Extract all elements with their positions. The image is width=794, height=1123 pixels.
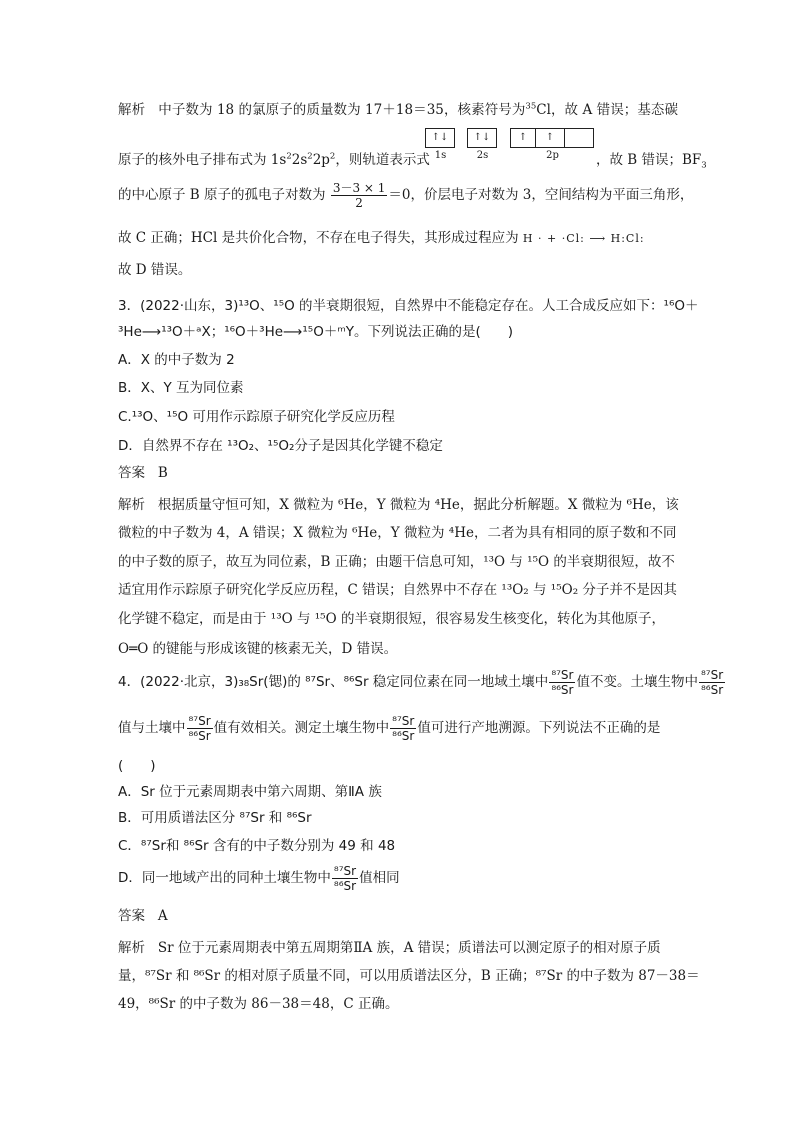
q3-option-c: C.¹³O、¹⁵O 可用作示踪原子研究化学反应历程	[118, 409, 395, 425]
orbital-2p: ↑ ↑ 2p	[511, 128, 594, 162]
explanation-line-1: 解析 中子数为 18 的氯原子的质量数为 17＋18＝35，核素符号为$^{35}$Cl，故 A 错误；基态碳	[118, 101, 678, 118]
sr-ratio-fraction: $\frac{\text{⁸⁷Sr}}{\text{⁸⁶Sr}}$	[551, 667, 574, 697]
q3-stem-line-2: ³He⟶¹³O＋ᵃX；¹⁶O＋³He⟶¹⁵O＋ᵐY。下列说法正确的是( )	[118, 324, 514, 340]
q4-stem-line-1: 4．(2022·北京，3)₃₈Sr(锶)的 ⁸⁷Sr、⁸⁶Sr 稳定同位素在同一地域土壤中 $\frac{\text{⁸⁷Sr}}{\text{⁸⁶Sr}}$ 值不变。土壤生物中 $\frac{\text{⁸⁷Sr}}{\text{⁸⁶Sr}}$	[118, 667, 724, 697]
q3-answer: 答案 B	[118, 465, 168, 481]
q4-explanation-line-1: 解析 Sr 位于元素周期表中第五周期第ⅡA 族，A 错误；质谱法可以测定原子的相对原子质	[118, 940, 661, 956]
q3-explanation-line-5: 化学键不稳定，而是由于 ¹³O 与 ¹⁵O 的半衰期很短，很容易发生核变化，转化为其他原子，	[118, 611, 665, 627]
q4-answer: 答案 A	[118, 908, 168, 924]
orbital-2s: ↑↓ 2s	[468, 128, 497, 162]
q3-option-b: B．X、Y 互为同位素	[118, 380, 244, 396]
q3-explanation-line-1: 解析 根据质量守恒可知，X 微粒为 ⁶He，Y 微粒为 ⁴He，据此分析解题。X 微粒为 ⁶He，该	[118, 497, 679, 513]
sr-ratio-fraction: $\frac{\text{⁸⁷Sr}}{\text{⁸⁶Sr}}$	[700, 667, 724, 697]
q3-explanation-line-4: 适宜用作示踪原子研究化学反应历程，C 错误；自然界中不存在 ¹³O₂ 与 ¹⁵O₂ 分子并不是因其	[118, 582, 677, 598]
q3-explanation-line-3: 的中子数的原子，故互为同位素，B 正确；由题干信息可知，¹³O 与 ¹⁵O 的半衰期很短，故不	[118, 554, 675, 570]
q3-option-d: D．自然界不存在 ¹³O₂、¹⁵O₂分子是因其化学键不稳定	[118, 438, 443, 454]
explanation-line-5: 故 D 错误。	[118, 262, 192, 278]
q3-explanation-line-6: O═O 的键能与形成该键的核素无关，D 错误。	[118, 641, 398, 657]
electron-dot-formula: H · + ·Cl: ⟶ H:Cl:	[522, 232, 645, 245]
sr-ratio-fraction: $\frac{\text{⁸⁷Sr}}{\text{⁸⁶Sr}}$	[333, 863, 357, 893]
q4-stem-line-2: 值与土壤中 $\frac{\text{⁸⁷Sr}}{\text{⁸⁶Sr}}$ 值有效相关。测定土壤生物中 $\frac{\text{⁸⁷Sr}}{\text{⁸⁶Sr}}$ 值可进行产地溯源。下列说法不正确的是	[118, 713, 661, 743]
q4-explanation-line-2: 量，⁸⁷Sr 和 ⁸⁶Sr 的相对原子质量不同，可以用质谱法区分，B 正确；⁸⁷Sr 的中子数为 87－38＝	[118, 968, 700, 984]
explanation-line-2: 原子的核外电子排布式为 $1s^22s^22p^2$，则轨道表示式	[118, 151, 430, 168]
q4-option-a: A．Sr 位于元素周期表中第六周期、第ⅡA 族	[118, 784, 382, 800]
q4-option-c: C．⁸⁷Sr和 ⁸⁶Sr 含有的中子数分别为 49 和 48	[118, 838, 396, 854]
q4-explanation-line-3: 49，⁸⁶Sr 的中子数为 86－38＝48，C 正确。	[118, 996, 399, 1012]
sr-ratio-fraction: $\frac{\text{⁸⁷Sr}}{\text{⁸⁶Sr}}$	[188, 713, 211, 743]
q4-stem-line-3: ( )	[118, 758, 156, 774]
explanation-label: 解析	[118, 102, 146, 118]
lone-pair-fraction: $\frac{3-3 \times 1}{2}$	[332, 181, 386, 210]
explanation-line-4: 故 C 正确；HCl 是共价化合物，不存在电子得失，其形成过程应为 H · + ·Cl: ⟶ H:Cl:	[118, 230, 645, 246]
orbital-1s: ↑↓ 1s	[426, 128, 455, 162]
explanation-line-2-tail: ，故 B 错误；$BF_3$	[596, 152, 707, 171]
q3-stem-line-1: 3．(2022·山东，3)¹³O、¹⁵O 的半衰期很短，自然界中不能稳定存在。人工合成反应如下：¹⁶O＋	[118, 298, 699, 314]
explanation-line-3: 的中心原子 B 原子的孤电子对数为 $\frac{3-3 \times 1}{2}$ ＝0，价层电子对数为 3，空间结构为平面三角形，	[118, 181, 694, 210]
q3-option-a: A．X 的中子数为 2	[118, 352, 235, 368]
q4-option-d: D．同一地域产出的同种土壤生物中 $\frac{\text{⁸⁷Sr}}{\text{⁸⁶Sr}}$ 值相同	[118, 863, 400, 893]
q4-option-b: B．可用质谱法区分 ⁸⁷Sr 和 ⁸⁶Sr	[118, 810, 312, 826]
sr-ratio-fraction: $\frac{\text{⁸⁷Sr}}{\text{⁸⁶Sr}}$	[392, 713, 415, 743]
q3-explanation-line-2: 微粒的中子数为 4，A 错误；X 微粒为 ⁶He，Y 微粒为 ⁴He，二者为具有相同的原子数和不同	[118, 525, 677, 541]
